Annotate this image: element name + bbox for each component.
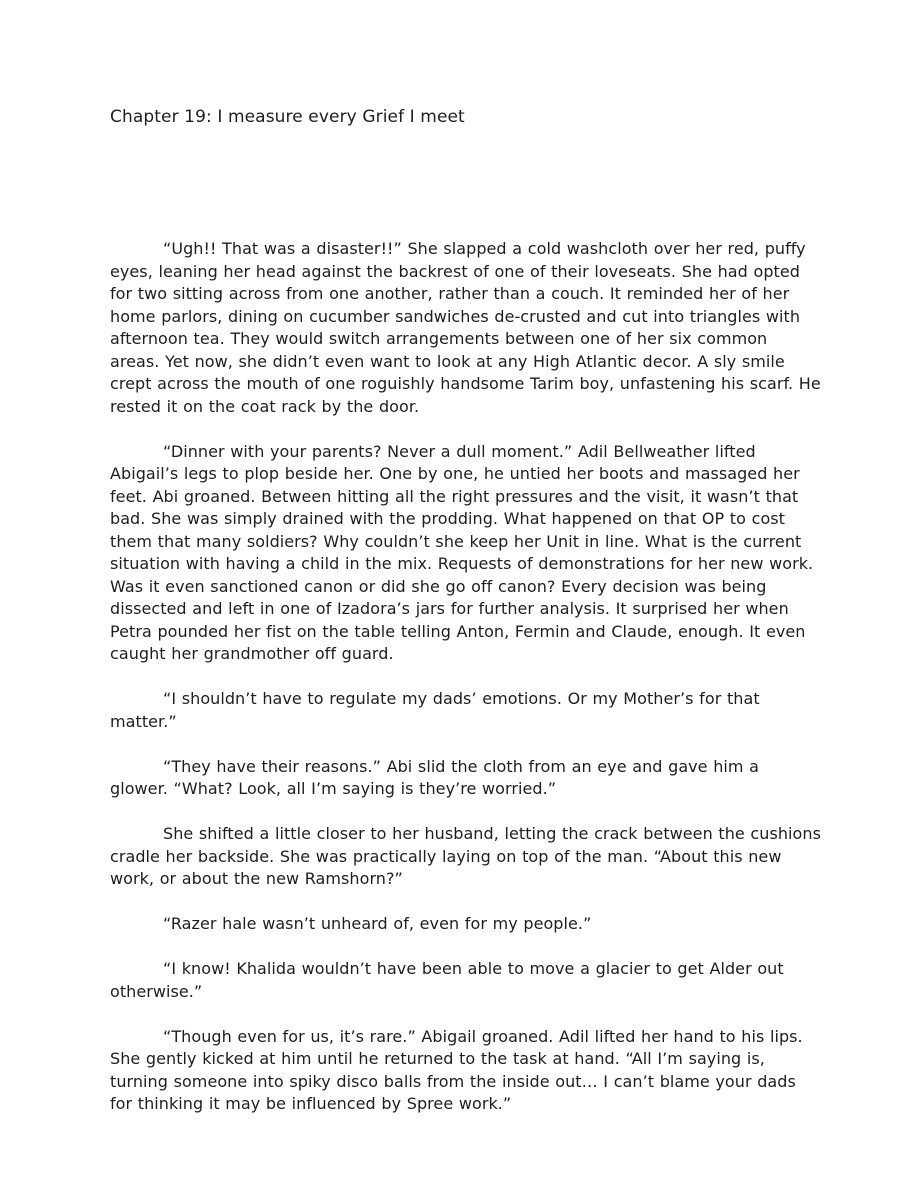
chapter-title: Chapter 19: I measure every Grief I meet xyxy=(110,107,465,127)
paragraph-3: “I shouldn’t have to regulate my dads’ emotions. Or my Mother’s for that matter.” xyxy=(110,689,760,731)
paragraph-1: “Ugh!! That was a disaster!!” She slapped a cold washcloth over her red, puffy eyes, leaning her head against the backrest of one of their loveseats. She had opted for two sitting across from one another, rather than a couch. It reminded her of her home parlors, dining on cucumber sandwiches de-crusted and cut into triangles with afternoon tea. They would switch arrangements between one of her six common areas. Yet now, she didn’t even want to look at any High Atlantic decor. A sly smile crept across the mouth of one roguishly handsome Tarim boy, unfastening his scarf. He rested it on the coat rack by the door. xyxy=(110,239,821,416)
paragraph-8: “Though even for us, it’s rare.” Abigail groaned. Adil lifted her hand to his lips. She gently kicked at him until he returned to the task at hand. “All I’m saying is, turning someone into spiky disco balls from the inside out… I can’t blame your dads for thinking it may be influenced by Spree work.” xyxy=(110,1026,803,1113)
paragraph-6: “Razer hale wasn’t unheard of, even for my people.” xyxy=(163,914,592,933)
paragraph-5: She shifted a little closer to her husband, letting the crack between the cushions cradle her backside. She was practically laying on top of the man. “About this new work, or about the new Ramshorn?” xyxy=(110,824,821,888)
paragraph-7: “I know! Khalida wouldn’t have been able to move a glacier to get Alder out otherwise.” xyxy=(110,959,784,1001)
paragraph-2: “Dinner with your parents? Never a dull moment.” Adil Bellweather lifted Abigail’s legs to plop beside her. One by one, he untied her boots and massaged her feet. Abi groaned. Between hitting all the right pressures and the visit, it wasn’t that bad. She was simply drained with the prodding. What happened on that OP to cost them that many soldiers? Why couldn’t she keep her Unit in line. What is the current situation with having a child in the mix. Requests of demonstrations for her new work. Was it even sanctioned canon or did she go off canon? Every decision was being dissected and left in one of Izadora’s jars for further analysis. It surprised her when Petra pounded her fist on the table telling Anton, Fermin and Claude, enough. It even caught her grandmother off guard. xyxy=(110,441,814,663)
paragraph-4: “They have their reasons.” Abi slid the cloth from an eye and gave him a glower. “What? Look, all I’m saying is they’re worried.” xyxy=(110,756,760,798)
chapter-body xyxy=(110,238,822,1138)
